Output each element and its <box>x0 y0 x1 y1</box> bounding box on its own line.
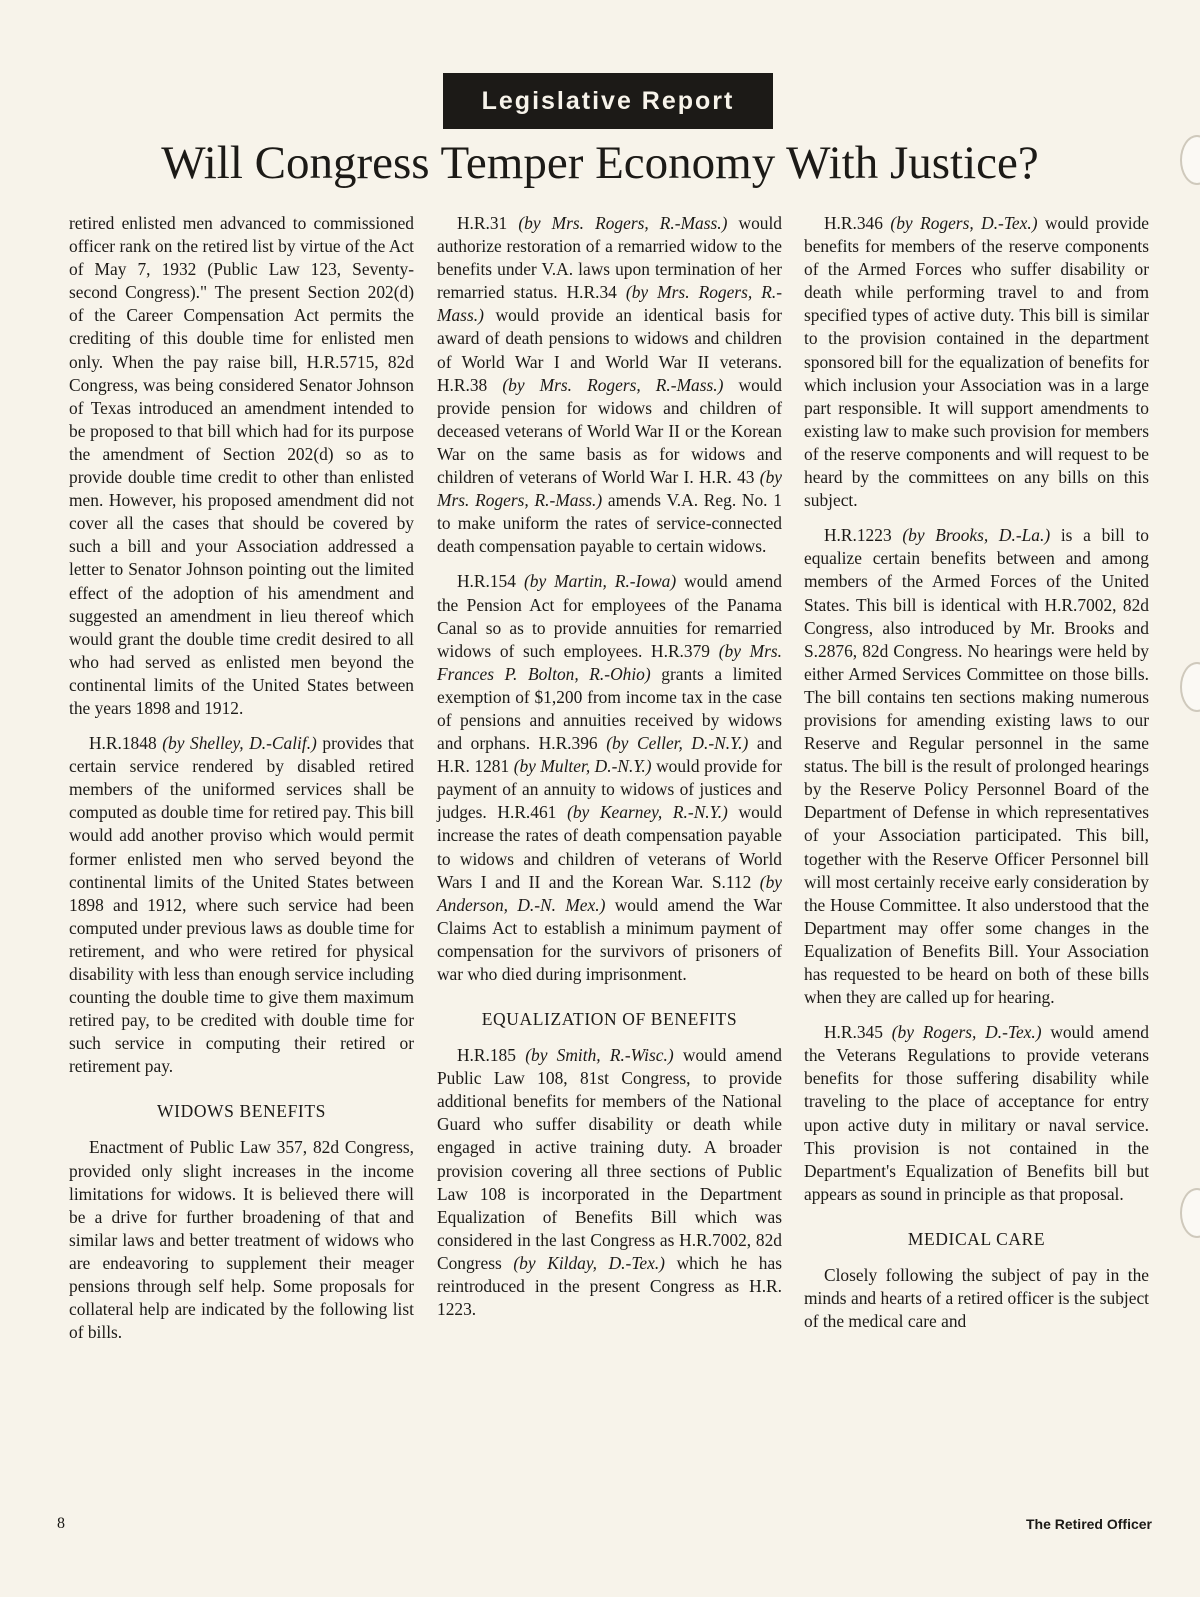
paragraph: H.R.31 (by Mrs. Rogers, R.-Mass.) would authorize restoration of a remarried widow to the benefits under V.A. laws upon termination of her remarried status. H.R.34 (by Mrs. Rogers, R.-Mass.) would provide an identical basis for award of death pensions to widows and children of World War I and World War II veterans. H.R.38 (by Mrs. Rogers, R.-Mass.) would provide pension for widows and children of deceased veterans of World War II or the Korean War on the same basis as for widows and children of veterans of World War I. H.R. 43 (by Mrs. Rogers, R.-Mass.) amends V.A. Reg. No. 1 to make uniform the rates of service-connected death compensation payable to certain widows. <box>437 213 783 557</box>
column-2 <box>437 212 782 1321</box>
paragraph: retired enlisted men advanced to commissioned officer rank on the retired list by virtue of the Act of May 7, 1932 (Public Law 123, Seventy-second Congress)." The present Section 202(d) of the Career Compensation Act permits the crediting of this double time for enlisted men only. When the pay raise bill, H.R.5715, 82d Congress, was being considered Senator Johnson of Texas introduced an amendment intended to be proposed to that bill which had for its purpose the amendment of Section 202(d) so as to provide double time credit to other than enlisted men. However, his proposed amendment did not cover all the cases that should be covered by such a bill and your Association addressed a letter to Senator Johnson pointing out the limited effect of the adoption of his amendment and suggested an amendment in lieu thereof which would grant the double time credit desired to all who had served as enlisted men beyond the continental limits of the United States between the years 1898 and 1912. <box>69 213 414 718</box>
paragraph: H.R.1848 (by Shelley, D.-Calif.) provides that certain service rendered by disabled retired members of the uniformed services shall be computed as double time for retired pay. This bill would add another proviso which would permit former enlisted men who served beyond the continental limits of the United States between 1898 and 1912, where such service had been computed under previous laws as double time for retirement, and who were retired for physical disability with less than enough service including counting the double time to give them maximum retired pay, to be credited with double time for such service in computing their retired or retirement pay. <box>69 733 414 1077</box>
paragraph: H.R.345 (by Rogers, D.-Tex.) would amend the Veterans Regulations to provide veterans benefits for those suffering disability while traveling to the place of acceptance for entry upon active duty in military or naval service. This provision is not contained in the Department's Equalization of Benefits bill but appears as sound in principle as that proposal. <box>804 1022 1149 1204</box>
binder-hole <box>1180 662 1200 712</box>
section-kicker: Legislative Report <box>443 73 773 129</box>
headline: Will Congress Temper Economy With Justice? <box>161 137 1039 189</box>
paragraph: H.R.154 (by Martin, R.-Iowa) would amend the Pension Act for employees of the Panama Canal so as to provide annuities for remarried widows of such employees. H.R.379 (by Mrs. Frances P. Bolton, R.-Ohio) grants a limited exemption of $1,200 from income tax in the case of pensions and annuities received by widows and orphans. H.R.396 (by Celler, D.-N.Y.) and H.R. 1281 (by Multer, D.-N.Y.) would provide for payment of an annuity to widows of justices and judges. H.R.461 (by Kearney, R.-N.Y.) would increase the rates of death compensation payable to widows and children of veterans of World Wars I and II and the Korean War. S.112 (by Anderson, D.-N. Mex.) would amend the War Claims Act to establish a minimum payment of compensation for the survivors of prisoners of war who died during imprisonment. <box>437 571 783 984</box>
section-heading-medical-care: MEDICAL CARE <box>907 1228 1046 1249</box>
publication-name: The Retired Officer <box>1025 1516 1152 1532</box>
column-1 <box>69 212 414 1344</box>
column-3 <box>804 212 1149 1333</box>
paragraph: Enactment of Public Law 357, 82d Congress, provided only slight increases in the income limitations for widows. It is believed there will be a drive for further broadening of that and similar laws and better treatment of widows who are endeavoring to supplement their meager pensions through self help. Some proposals for collateral help are indicated by the following list of bills. <box>69 1137 414 1343</box>
section-heading-equalization-of-benefits: EQUALIZATION OF BENEFITS <box>481 1009 738 1030</box>
paragraph: H.R.185 (by Smith, R.-Wisc.) would amend Public Law 108, 81st Congress, to provide additional benefits for members of the National Guard who suffer disability or death while engaged in active training duty. A broader provision covering all three sections of Public Law 108 is incorporated in the Department Equalization of Benefits Bill which was considered in the last Congress as H.R.7002, 82d Congress (by Kilday, D.-Tex.) which he has reintroduced in the present Congress as H.R. 1223. <box>437 1045 782 1320</box>
binder-hole <box>1180 1188 1200 1238</box>
page-number: 8 <box>57 1515 65 1532</box>
paragraph: H.R.1223 (by Brooks, D.-La.) is a bill to equalize certain benefits between and among members of the Armed Forces of the United States. This bill is identical with H.R.7002, 82d Congress, also introduced by Mr. Brooks and S.2876, 82d Congress. No hearings were held by either Armed Services Committee on those bills. The bill contains ten sections making numerous provisions for amending existing laws to our Reserve and Regular personnel in the same status. The bill is the result of prolonged hearings by the Reserve Policy Personnel Board of the Department of Defense in which representatives of your Association participated. This bill, together with the Reserve Officer Personnel bill will most certainly receive early consideration by the House Committee. It also understood that the Department may offer some changes in the Equalization of Benefits Bill. Your Association has requested to be heard on both of these bills when they are called up for hearing. <box>804 525 1149 1008</box>
paragraph: H.R.346 (by Rogers, D.-Tex.) would provide benefits for members of the reserve components of the Armed Forces who suffer disability or death while performing travel to and from specified types of active duty. This bill is similar to the provision contained in the department sponsored bill for the equalization of benefits for which inclusion your Association was in a large part responsible. It will support amendments to existing law to make such provision for members of the reserve components and will request to be heard by the committees on any bills on this subject. <box>804 213 1149 511</box>
paragraph: Closely following the subject of pay in the minds and hearts of a retired officer is the subject of the medical care and <box>804 1264 1149 1332</box>
section-heading-widows-benefits: WIDOWS BENEFITS <box>157 1101 326 1122</box>
